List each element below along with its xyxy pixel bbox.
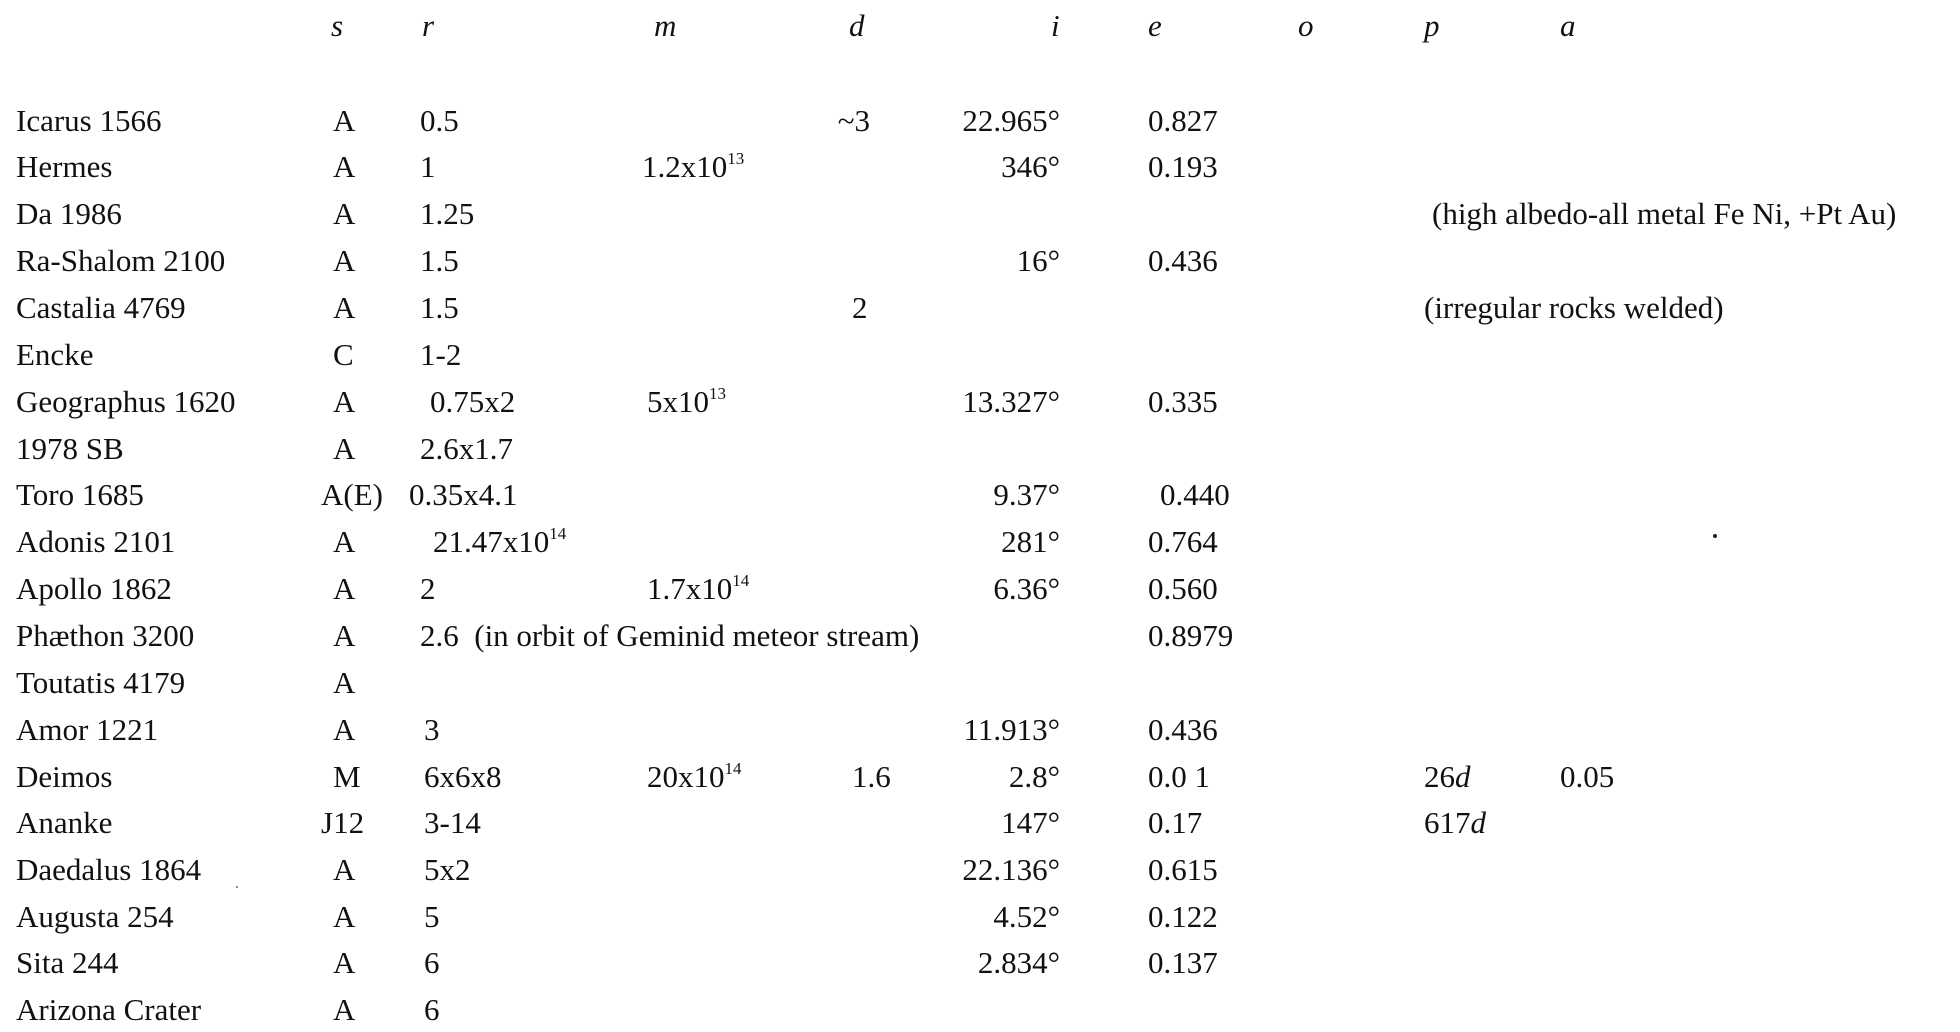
table-row (0, 522, 1960, 568)
table-row (0, 241, 1960, 287)
mass-base: 1.7x10 (647, 571, 733, 606)
table-row (0, 569, 1960, 615)
table-row (0, 616, 1960, 662)
period-value: 26 (1424, 759, 1455, 794)
period-unit: d (1470, 805, 1486, 840)
cell-name: Arizona Crater (16, 992, 202, 1027)
cell-r: 6x6x8 (424, 759, 502, 794)
table-row (0, 101, 1960, 147)
cell-name: Amor 1221 (16, 712, 159, 747)
cell-d: 2 (852, 290, 868, 325)
table-row (0, 288, 1960, 334)
cell-e: 0.17 (1148, 805, 1203, 840)
cell-e: 0.0 1 (1148, 759, 1210, 794)
header-m: m (654, 8, 677, 43)
cell-i: 2.834° (977, 945, 1060, 980)
radius-base: 21.47x10 (433, 524, 550, 559)
period-unit: d (1455, 759, 1471, 794)
table-row (0, 475, 1960, 521)
cell-s: A (333, 945, 356, 980)
cell-r: 2.6x1.7 (420, 431, 513, 466)
cell-s: A (333, 992, 356, 1027)
cell-s: A (333, 384, 356, 419)
mass-exponent: 14 (724, 759, 742, 778)
cell-name: Geographus 1620 (16, 384, 236, 419)
cell-e: 0.440 (1160, 477, 1230, 512)
cell-name: Deimos (16, 759, 113, 794)
cell-i: 11.913° (963, 712, 1060, 747)
cell-i: 16° (1016, 243, 1060, 278)
radius-exponent: 14 (549, 524, 567, 543)
cell-e: 0.560 (1148, 571, 1218, 606)
cell-m (642, 147, 744, 187)
cell-name: Icarus 1566 (16, 103, 162, 138)
cell-r: 5 (424, 899, 440, 934)
cell-name: Da 1986 (16, 196, 122, 231)
header-a: a (1560, 8, 1576, 43)
cell-r: 0.35x4.1 (409, 477, 518, 512)
cell-e: 0.335 (1148, 384, 1218, 419)
cell-s: A (333, 524, 356, 559)
header-i: i (1051, 8, 1060, 43)
cell-s: A (333, 618, 356, 653)
cell-r: 6 (424, 992, 440, 1027)
stray-speck (236, 886, 238, 888)
cell-i: 147° (1001, 805, 1060, 840)
cell-e: 0.436 (1148, 243, 1218, 278)
table-row (0, 897, 1960, 943)
cell-r: 1.25 (420, 196, 475, 231)
cell-e: 0.122 (1148, 899, 1218, 934)
cell-d: 1.6 (852, 759, 891, 794)
cell-note: (high albedo-all metal Fe Ni, +Pt Au) (1432, 196, 1897, 231)
cell-name: Castalia 4769 (16, 290, 186, 325)
header-s: s (331, 8, 344, 43)
cell-r: 0.75x2 (430, 384, 516, 419)
table-row (0, 803, 1960, 849)
cell-i: 2.8° (1008, 759, 1060, 794)
table-row (0, 382, 1960, 428)
cell-s: A (333, 290, 356, 325)
cell-r: 5x2 (424, 852, 471, 887)
cell-i: 22.136° (962, 852, 1060, 887)
cell-i: 281° (1001, 524, 1060, 559)
cell-name: Apollo 1862 (16, 571, 172, 606)
cell-s: A (333, 103, 356, 138)
cell-r: 3 (424, 712, 440, 747)
cell-a: 0.05 (1560, 759, 1615, 794)
cell-i: 22.965° (962, 103, 1060, 138)
cell-s: A (333, 196, 356, 231)
cell-m (647, 757, 742, 797)
cell-r: 1-2 (420, 337, 462, 372)
cell-d: ~3 (837, 103, 870, 138)
table-row (0, 943, 1960, 989)
table-row (0, 429, 1960, 475)
period-value: 617 (1424, 805, 1471, 840)
cell-s: A (333, 149, 356, 184)
cell-s: M (333, 759, 361, 794)
cell-p (1424, 757, 1471, 797)
cell-e: 0.137 (1148, 945, 1218, 980)
cell-r: 1.5 (420, 243, 459, 278)
cell-s: J12 (321, 805, 365, 840)
cell-e: 0.436 (1148, 712, 1218, 747)
header-p: p (1424, 8, 1440, 43)
cell-name: Phæthon 3200 (16, 618, 195, 653)
table-row (0, 710, 1960, 756)
cell-p (1424, 803, 1486, 843)
cell-name: Ra-Shalom 2100 (16, 243, 226, 278)
cell-m (647, 569, 749, 609)
cell-r: 6 (424, 945, 440, 980)
cell-r: 1 (420, 149, 436, 184)
table-row (0, 757, 1960, 803)
table-row (0, 990, 1960, 1030)
cell-name: Toutatis 4179 (16, 665, 186, 700)
cell-e: 0.615 (1148, 852, 1218, 887)
header-o: o (1298, 8, 1314, 43)
mass-base: 20x10 (647, 759, 725, 794)
cell-s: A (333, 571, 356, 606)
cell-e: 0.193 (1148, 149, 1218, 184)
cell-name: Adonis 2101 (16, 524, 176, 559)
table-row (0, 335, 1960, 381)
cell-name: Sita 244 (16, 945, 119, 980)
cell-name: 1978 SB (16, 431, 124, 466)
cell-r: 3-14 (424, 805, 481, 840)
cell-r: 2 (420, 571, 436, 606)
cell-i: 6.36° (993, 571, 1060, 606)
cell-name: Augusta 254 (16, 899, 174, 934)
table-row (0, 850, 1960, 896)
table-row (0, 663, 1960, 709)
table-row (0, 194, 1960, 240)
cell-note: (irregular rocks welded) (1424, 290, 1724, 325)
cell-s: C (333, 337, 354, 372)
cell-s: A (333, 431, 356, 466)
cell-i: 13.327° (962, 384, 1060, 419)
cell-e: 0.827 (1148, 103, 1218, 138)
cell-name: Ananke (16, 805, 113, 840)
cell-i: 346° (1001, 149, 1060, 184)
stray-dot (1713, 534, 1717, 538)
cell-s: A (333, 665, 356, 700)
header-e: e (1148, 8, 1162, 43)
cell-i: 9.37° (993, 477, 1060, 512)
cell-name: Daedalus 1864 (16, 852, 202, 887)
cell-e: 0.764 (1148, 524, 1218, 559)
header-r: r (422, 8, 435, 43)
mass-exponent: 13 (709, 384, 726, 403)
cell-r: 2.6 (in orbit of Geminid meteor stream) (420, 618, 920, 653)
mass-base: 1.2x10 (642, 149, 728, 184)
mass-exponent: 14 (732, 571, 750, 590)
cell-s: A (333, 712, 356, 747)
cell-name: Encke (16, 337, 94, 372)
cell-e: 0.8979 (1148, 618, 1234, 653)
cell-r: 0.5 (420, 103, 459, 138)
table-row (0, 147, 1960, 193)
cell-s: A (333, 852, 356, 887)
cell-s: A(E) (321, 477, 383, 512)
cell-s: A (333, 243, 356, 278)
cell-name: Toro 1685 (16, 477, 144, 512)
cell-name: Hermes (16, 149, 113, 184)
mass-base: 5x10 (647, 384, 709, 419)
header-d: d (849, 8, 865, 43)
cell-m (647, 382, 726, 422)
cell-r: 1.5 (420, 290, 459, 325)
cell-r (433, 522, 566, 562)
cell-s: A (333, 899, 356, 934)
cell-i: 4.52° (993, 899, 1060, 934)
mass-exponent: 13 (727, 149, 745, 168)
